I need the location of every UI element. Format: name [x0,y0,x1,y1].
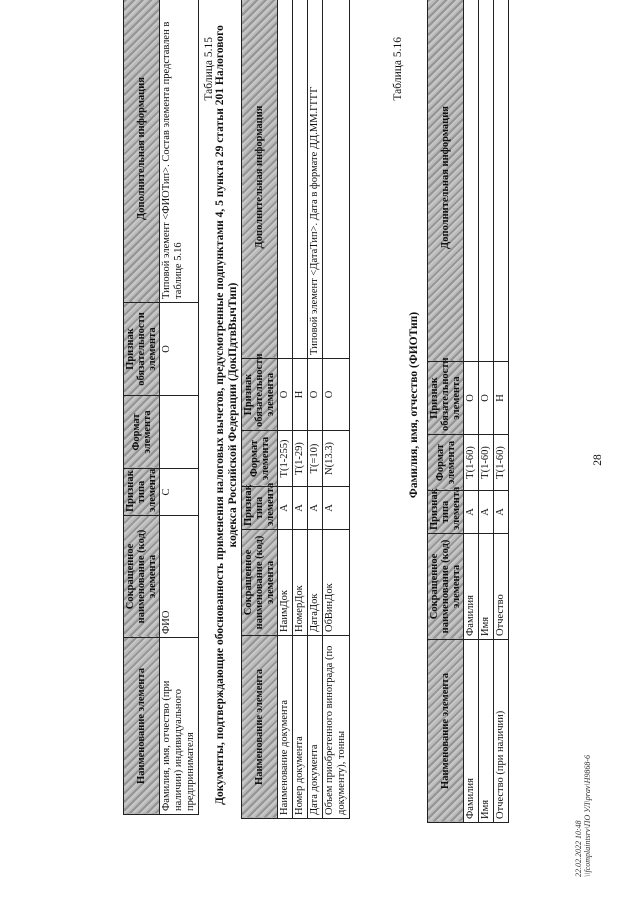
table-title: Документы, подтверждающие обоснованность применения налоговых вычетов, предусмотренные подпунктами 4, 5 пункта 29 статьи 201 Налогового кодекса Российской Федерации (ДокПдтвВычТип) [214,25,239,805]
column-header: Формат элемента [428,435,464,491]
print-timestamp: 22.02.2022 10:48 [574,820,583,877]
table-cell: Фамилия [464,534,479,640]
table-cell: N(13.3) [323,431,350,487]
table-cell: НомерДок [293,530,308,636]
column-header: Формат элемента [124,396,160,469]
table-cell: ОбВинДок [323,530,350,636]
table-cell: T(=10) [308,431,323,487]
table-cell: T(1-60) [464,435,479,491]
column-header: Формат элемента [242,431,278,487]
column-header: Признак типа элемента [124,469,160,516]
column-header: Признак обязательности элемента [428,362,464,435]
table-cell: Н [494,362,509,435]
column-header: Признак обязательности элемента [242,359,278,431]
table-cell: T(1-60) [479,435,494,491]
table-row [293,0,308,819]
column-header: Дополнительная информация [428,0,464,362]
table-cell: О [464,362,479,435]
table-cell: ФИО [160,516,199,638]
table-cell: ДатаДок [308,530,323,636]
column-header: Сокращенное наименование (код) элемента [124,516,160,638]
table-fio-element [123,0,199,815]
table-cell [464,0,479,362]
table-cell: О [479,362,494,435]
table-cell: Имя [479,640,494,823]
column-header: Дополнительная информация [124,0,160,303]
table-cell: Имя [479,534,494,640]
column-header: Наименование элемента [428,640,464,823]
table-cell [278,0,293,359]
table-header-row [242,0,278,819]
column-header: Дополнительная информация [242,0,278,359]
table-cell: Объем приобретенного винограда (по документу), тонны [323,636,350,819]
table-header-row [124,0,160,815]
table-cell: Отчество (при наличии) [494,640,509,823]
column-header: Признак обязательности элемента [124,303,160,396]
table-cell [494,0,509,362]
table-caption: Таблица 5.16 [392,37,404,101]
table-row [160,0,199,815]
column-header: Признак типа элемента [242,487,278,530]
table-row [323,0,350,819]
table-cell: Типовой элемент <ФИОТип>. Состав элемента представлен в таблице 5.16 [160,0,199,303]
file-path: \\fcomplaintsrv\ПО УЛ\prav\Н9868-6 [583,754,592,877]
table-cell: T(1-60) [494,435,509,491]
column-header: Сокращенное наименование (код) элемента [428,534,464,640]
table-5-15 [241,0,350,819]
table-cell: НаимДок [278,530,293,636]
table-cell: О [278,359,293,431]
table-cell: T(1-29) [293,431,308,487]
table-row [308,0,323,819]
table-cell: Отчество [494,534,509,640]
column-header: Сокращенное наименование (код) элемента [242,530,278,636]
table-row [278,0,293,819]
table-cell [323,0,350,359]
table-5-16 [427,0,509,823]
table-caption: Таблица 5.15 [203,37,215,101]
column-header: Наименование элемента [124,638,160,815]
table-cell: Наименование документа [278,636,293,819]
table-cell [160,396,199,469]
table-cell: Фамилия, имя, отчество (при наличии) индивидуального предпринимателя [160,638,199,815]
table-header-row [428,0,464,823]
table-cell: А [479,491,494,534]
table-cell: О [308,359,323,431]
table-cell [479,0,494,362]
column-header: Признак типа элемента [428,491,464,534]
table-cell: А [494,491,509,534]
table-cell: С [160,469,199,516]
table-cell: T(1-255) [278,431,293,487]
table-cell: Типовой элемент <ДатаТип>. Дата в формате ДД.ММ.ГГГГ [308,0,323,359]
table-cell: Дата документа [308,636,323,819]
table-cell: Н [293,359,308,431]
table-row [464,0,479,823]
table-row [479,0,494,823]
table-cell: Фамилия [464,640,479,823]
table-row [494,0,509,823]
page-number: 28 [592,454,604,466]
table-cell: А [308,487,323,530]
table-cell: А [278,487,293,530]
table-cell: О [160,303,199,396]
table-cell: А [293,487,308,530]
table-cell: А [464,491,479,534]
print-footer [574,717,592,877]
table-cell [293,0,308,359]
table-cell: А [323,487,350,530]
table-cell: Номер документа [293,636,308,819]
column-header: Наименование элемента [242,636,278,819]
table-title: Фамилия, имя, отчество (ФИОТип) [408,311,420,499]
table-cell: О [323,359,350,431]
